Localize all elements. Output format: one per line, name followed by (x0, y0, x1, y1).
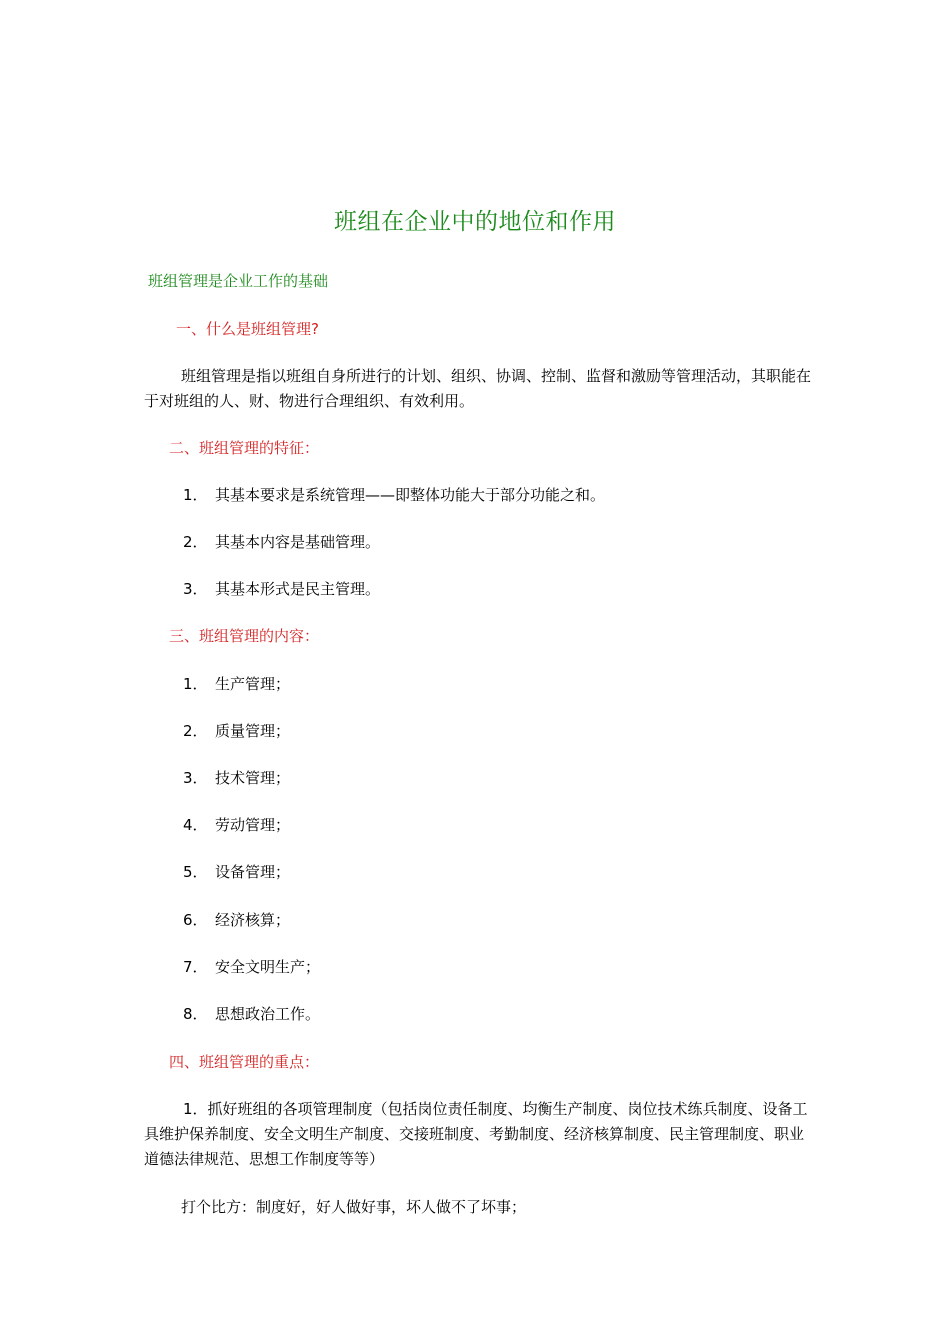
section-4-paragraph: 1．抓好班组的各项管理制度（包括岗位责任制度、均衡生产制度、岗位技术练兵制度、设备工具维护保养制度、安全文明生产制度、交接班制度、考勤制度、经济核算制度、民主管理制度、职业道德法律规范、思想工作制度等等） (144, 1100, 808, 1168)
list-item (183, 720, 290, 741)
list-item (183, 956, 320, 977)
list-item (183, 767, 290, 788)
list-item-number: 4． (183, 816, 208, 834)
list-item-text: 经济核算； (215, 911, 291, 929)
section-1-heading: 一、什么是班组管理? (176, 320, 319, 338)
list-item-text: 其基本内容是基础管理。 (215, 533, 381, 551)
list-item-text: 其基本形式是民主管理。 (215, 580, 381, 598)
section-4-heading: 四、班组管理的重点： (169, 1053, 320, 1071)
list-item (183, 484, 605, 505)
section-3-heading: 三、班组管理的内容： (169, 627, 320, 645)
list-item-number: 2． (183, 533, 208, 551)
list-item-text: 生产管理； (215, 675, 291, 693)
list-item-text: 设备管理； (215, 863, 291, 881)
list-item-number: 2． (183, 722, 208, 740)
list-item (183, 814, 290, 835)
list-item-number: 1． (183, 675, 208, 693)
section-1-paragraph: 班组管理是指以班组自身所进行的计划、组织、协调、控制、监督和激励等管理活动，其职能在于对班组的人、财、物进行合理组织、有效利用。 (144, 367, 812, 410)
list-item-number: 5． (183, 863, 208, 881)
list-item-number: 8． (183, 1005, 208, 1023)
list-item (183, 578, 380, 599)
list-item-number: 7． (183, 958, 208, 976)
list-item-number: 1． (183, 486, 208, 504)
list-item (183, 1003, 320, 1024)
list-item-text: 技术管理； (215, 769, 291, 787)
list-item-number: 3． (183, 580, 208, 598)
document-title: 班组在企业中的地位和作用 (334, 209, 616, 235)
list-item (183, 861, 290, 882)
list-item-text: 质量管理； (215, 722, 291, 740)
list-item-number: 6． (183, 911, 208, 929)
list-item (183, 909, 290, 930)
list-item-text: 安全文明生产； (215, 958, 321, 976)
list-item-number: 3． (183, 769, 208, 787)
document-subtitle: 班组管理是企业工作的基础 (148, 272, 329, 290)
list-item-text: 劳动管理； (215, 816, 291, 834)
list-item-text: 思想政治工作。 (215, 1005, 321, 1023)
list-item-text: 其基本要求是系统管理——即整体功能大于部分功能之和。 (215, 486, 606, 504)
list-item (183, 673, 290, 694)
section-4-example: 打个比方：制度好，好人做好事，坏人做不了坏事； (181, 1198, 527, 1216)
section-2-heading: 二、班组管理的特征： (169, 439, 320, 457)
list-item (183, 531, 380, 552)
